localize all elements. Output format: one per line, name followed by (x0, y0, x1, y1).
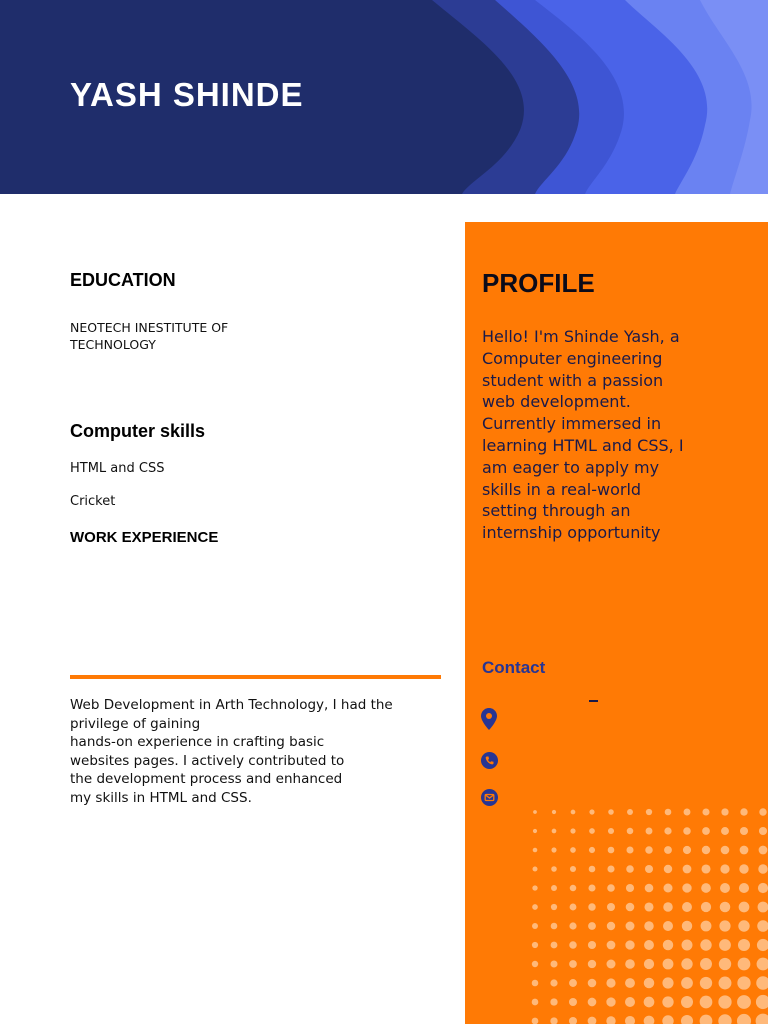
work-line: hands-on experience in crafting basic (70, 734, 325, 751)
halftone-dot (700, 939, 711, 950)
halftone-dot (702, 808, 709, 815)
halftone-dot (662, 977, 673, 988)
halftone-dot (739, 902, 750, 913)
halftone-dot (646, 809, 652, 815)
halftone-dot (757, 939, 768, 951)
halftone-dot (532, 999, 539, 1006)
halftone-dot (626, 846, 633, 853)
halftone-dot (719, 939, 731, 951)
halftone-dot (740, 827, 748, 835)
halftone-dot (606, 978, 615, 987)
halftone-dot (570, 866, 576, 872)
halftone-dot (550, 1017, 557, 1024)
halftone-dot (532, 1018, 539, 1024)
halftone-dot (551, 904, 557, 910)
halftone-dot (533, 829, 537, 833)
halftone-dot (550, 960, 557, 967)
halftone-dot (664, 865, 672, 873)
halftone-dot (739, 864, 748, 873)
halftone-dot (625, 978, 635, 988)
halftone-dot (551, 885, 557, 891)
halftone-dot (740, 846, 749, 855)
halftone-dot (625, 940, 634, 949)
education-school-line: TECHNOLOGY (70, 337, 156, 352)
halftone-dot (663, 940, 673, 950)
halftone-dot (589, 847, 595, 853)
halftone-dot (664, 884, 673, 893)
halftone-dot (551, 866, 557, 872)
halftone-dot (681, 977, 693, 989)
halftone-dot (644, 940, 654, 950)
halftone-dot (681, 1015, 693, 1024)
halftone-dot (626, 865, 634, 873)
halftone-dot (551, 942, 558, 949)
halftone-dot (607, 941, 616, 950)
halftone-dot (551, 847, 556, 852)
halftone-dot (588, 941, 596, 949)
halftone-dot (738, 958, 751, 971)
halftone-dot (607, 960, 616, 969)
halftone-dot (684, 809, 691, 816)
halftone-dot (606, 1016, 615, 1024)
halftone-dot (645, 884, 654, 893)
halftone-dot (759, 808, 766, 815)
halftone-dot (719, 977, 732, 990)
email-icon (481, 789, 498, 806)
profile-line: Currently immersed in (482, 414, 662, 434)
work-line: my skills in HTML and CSS. (70, 789, 252, 806)
halftone-dot (552, 829, 557, 834)
profile-summary (482, 326, 692, 544)
contact-dash (589, 700, 598, 702)
halftone-dot (551, 923, 558, 930)
profile-panel (465, 222, 768, 1024)
profile-line: Computer engineering (482, 348, 663, 368)
header-banner (0, 0, 768, 194)
section-divider (70, 675, 441, 679)
halftone-dot (644, 921, 654, 931)
halftone-dot (757, 958, 768, 971)
halftone-dot (569, 941, 576, 948)
halftone-dot (570, 904, 577, 911)
halftone-dot (570, 885, 577, 892)
halftone-dot (644, 997, 655, 1008)
halftone-dot (626, 903, 635, 912)
halftone-dot (737, 1014, 751, 1024)
profile-line: web development. (482, 392, 631, 412)
halftone-dot (662, 996, 673, 1007)
halftone-dot (682, 902, 692, 912)
profile-line: skills in a real-world (482, 479, 642, 499)
halftone-dot (718, 1014, 731, 1024)
halftone-dot (644, 902, 653, 911)
halftone-dot (569, 998, 577, 1006)
halftone-dot (758, 883, 768, 893)
skill-item: Cricket (70, 494, 116, 509)
halftone-dot (569, 979, 577, 987)
halftone-dot (683, 846, 691, 854)
halftone-dot (588, 960, 596, 968)
halftone-dot (718, 995, 731, 1008)
halftone-dot (720, 902, 731, 913)
halftone-dot (757, 920, 768, 932)
halftone-dot (627, 828, 634, 835)
skills-heading: Computer skills (70, 421, 206, 441)
halftone-dot (588, 998, 597, 1007)
halftone-dot (588, 1017, 597, 1024)
halftone-dot (721, 846, 730, 855)
halftone-dot (664, 827, 671, 834)
halftone-dot (588, 884, 595, 891)
halftone-dot (625, 959, 635, 969)
halftone-dot (663, 902, 673, 912)
halftone-dot (740, 808, 747, 815)
halftone-dot (756, 1014, 768, 1024)
halftone-dot (720, 883, 730, 893)
work-line: Web Development in Arth Technology, I had the (70, 697, 393, 713)
work-experience-heading: WORK EXPERIENCE (70, 529, 219, 546)
halftone-dot (756, 976, 768, 990)
halftone-dot (759, 827, 767, 835)
halftone-dot (682, 940, 693, 951)
education-heading: EDUCATION (70, 270, 176, 290)
halftone-dot (663, 921, 673, 931)
halftone-dot (570, 828, 575, 833)
halftone-dot (532, 923, 538, 929)
profile-heading: PROFILE (482, 268, 595, 298)
profile-line: learning HTML and CSS, I (482, 435, 684, 455)
halftone-dot (702, 827, 710, 835)
halftone-dot (738, 939, 750, 951)
halftone-dot (681, 958, 692, 969)
halftone-dot (721, 827, 729, 835)
skill-item: HTML and CSS (70, 461, 165, 476)
halftone-dot (700, 977, 712, 989)
halftone-dot (683, 865, 692, 874)
profile-line: setting through an (482, 501, 631, 521)
halftone-dot (608, 847, 615, 854)
contact-heading: Contact (482, 658, 546, 677)
halftone-dot (589, 866, 596, 873)
halftone-dot (569, 922, 576, 929)
halftone-dot (607, 865, 614, 872)
halftone-dot (532, 980, 539, 987)
halftone-dot (720, 864, 729, 873)
halftone-dot (625, 997, 635, 1007)
halftone-dot (588, 903, 595, 910)
halftone-dot (683, 827, 691, 835)
phone-icon (481, 752, 498, 769)
halftone-dot (681, 996, 693, 1008)
halftone-dot (532, 961, 538, 967)
halftone-dot (719, 958, 731, 970)
halftone-dot (569, 960, 577, 968)
profile-line: Hello! I'm Shinde Yash, a (482, 327, 680, 346)
halftone-dot (533, 848, 538, 853)
halftone-dot (533, 810, 537, 814)
education-school (70, 319, 290, 353)
halftone-dot (701, 902, 711, 912)
work-line: privilege of gaining (70, 715, 201, 732)
halftone-dot (606, 997, 615, 1006)
halftone-dot (758, 902, 768, 913)
halftone-dot (532, 904, 538, 910)
halftone-dot (701, 864, 710, 873)
halftone-dot (550, 998, 557, 1005)
halftone-dot (607, 884, 615, 892)
halftone-dot (645, 865, 653, 873)
profile-line: internship opportunity (482, 523, 661, 543)
profile-line: student with a passion (482, 370, 664, 390)
work-line: websites pages. I actively contributed to (70, 752, 345, 769)
halftone-dot (588, 979, 597, 988)
halftone-dot (665, 809, 672, 816)
halftone-dot (552, 810, 556, 814)
halftone-dot (571, 810, 576, 815)
halftone-dot (626, 922, 635, 931)
halftone-dot (737, 976, 750, 989)
halftone-dot (569, 1017, 577, 1024)
halftone-dot (663, 959, 674, 970)
halftone-dot (644, 959, 654, 969)
halftone-dot (700, 1015, 713, 1024)
profile-line: am eager to apply my (482, 457, 660, 477)
halftone-dot (756, 995, 768, 1009)
halftone-dot (758, 864, 767, 873)
halftone-dot (644, 1016, 655, 1024)
halftone-dot (719, 920, 730, 931)
halftone-dot (646, 828, 653, 835)
candidate-name: YASH SHINDE (70, 76, 304, 113)
halftone-dot (700, 958, 712, 970)
work-experience-description (70, 696, 410, 808)
halftone-dot (738, 920, 749, 931)
halftone-dot (608, 828, 614, 834)
halftone-dot (737, 995, 751, 1009)
halftone-dot (739, 883, 749, 893)
halftone-dot (627, 809, 633, 815)
halftone-dot (532, 885, 537, 890)
location-pin-icon (481, 708, 497, 730)
halftone-dot (589, 828, 595, 834)
halftone-dot (607, 922, 615, 930)
halftone-dot (721, 808, 728, 815)
halftone-dot (588, 922, 596, 930)
halftone-dot (625, 1016, 635, 1024)
halftone-dot (532, 942, 538, 948)
halftone-dot (550, 979, 557, 986)
halftone-dot (682, 921, 692, 931)
halftone-dot (701, 883, 711, 893)
halftone-dot (645, 846, 652, 853)
education-school-line: NEOTECH INESTITUTE OF (70, 320, 229, 335)
halftone-dot (626, 884, 634, 892)
halftone-dot (682, 883, 691, 892)
halftone-dot (702, 846, 710, 854)
halftone-dot (700, 996, 713, 1009)
halftone-dot (701, 921, 712, 932)
halftone-dot (664, 846, 672, 854)
work-line: the development process and enhanced (70, 771, 343, 788)
halftone-dot (662, 1015, 673, 1024)
halftone-dot (608, 809, 614, 815)
halftone-dot (607, 903, 615, 911)
halftone-dot (759, 846, 768, 855)
halftone-dot (570, 847, 576, 853)
halftone-dot (533, 867, 538, 872)
halftone-dot (644, 978, 655, 989)
halftone-dot (589, 809, 594, 814)
